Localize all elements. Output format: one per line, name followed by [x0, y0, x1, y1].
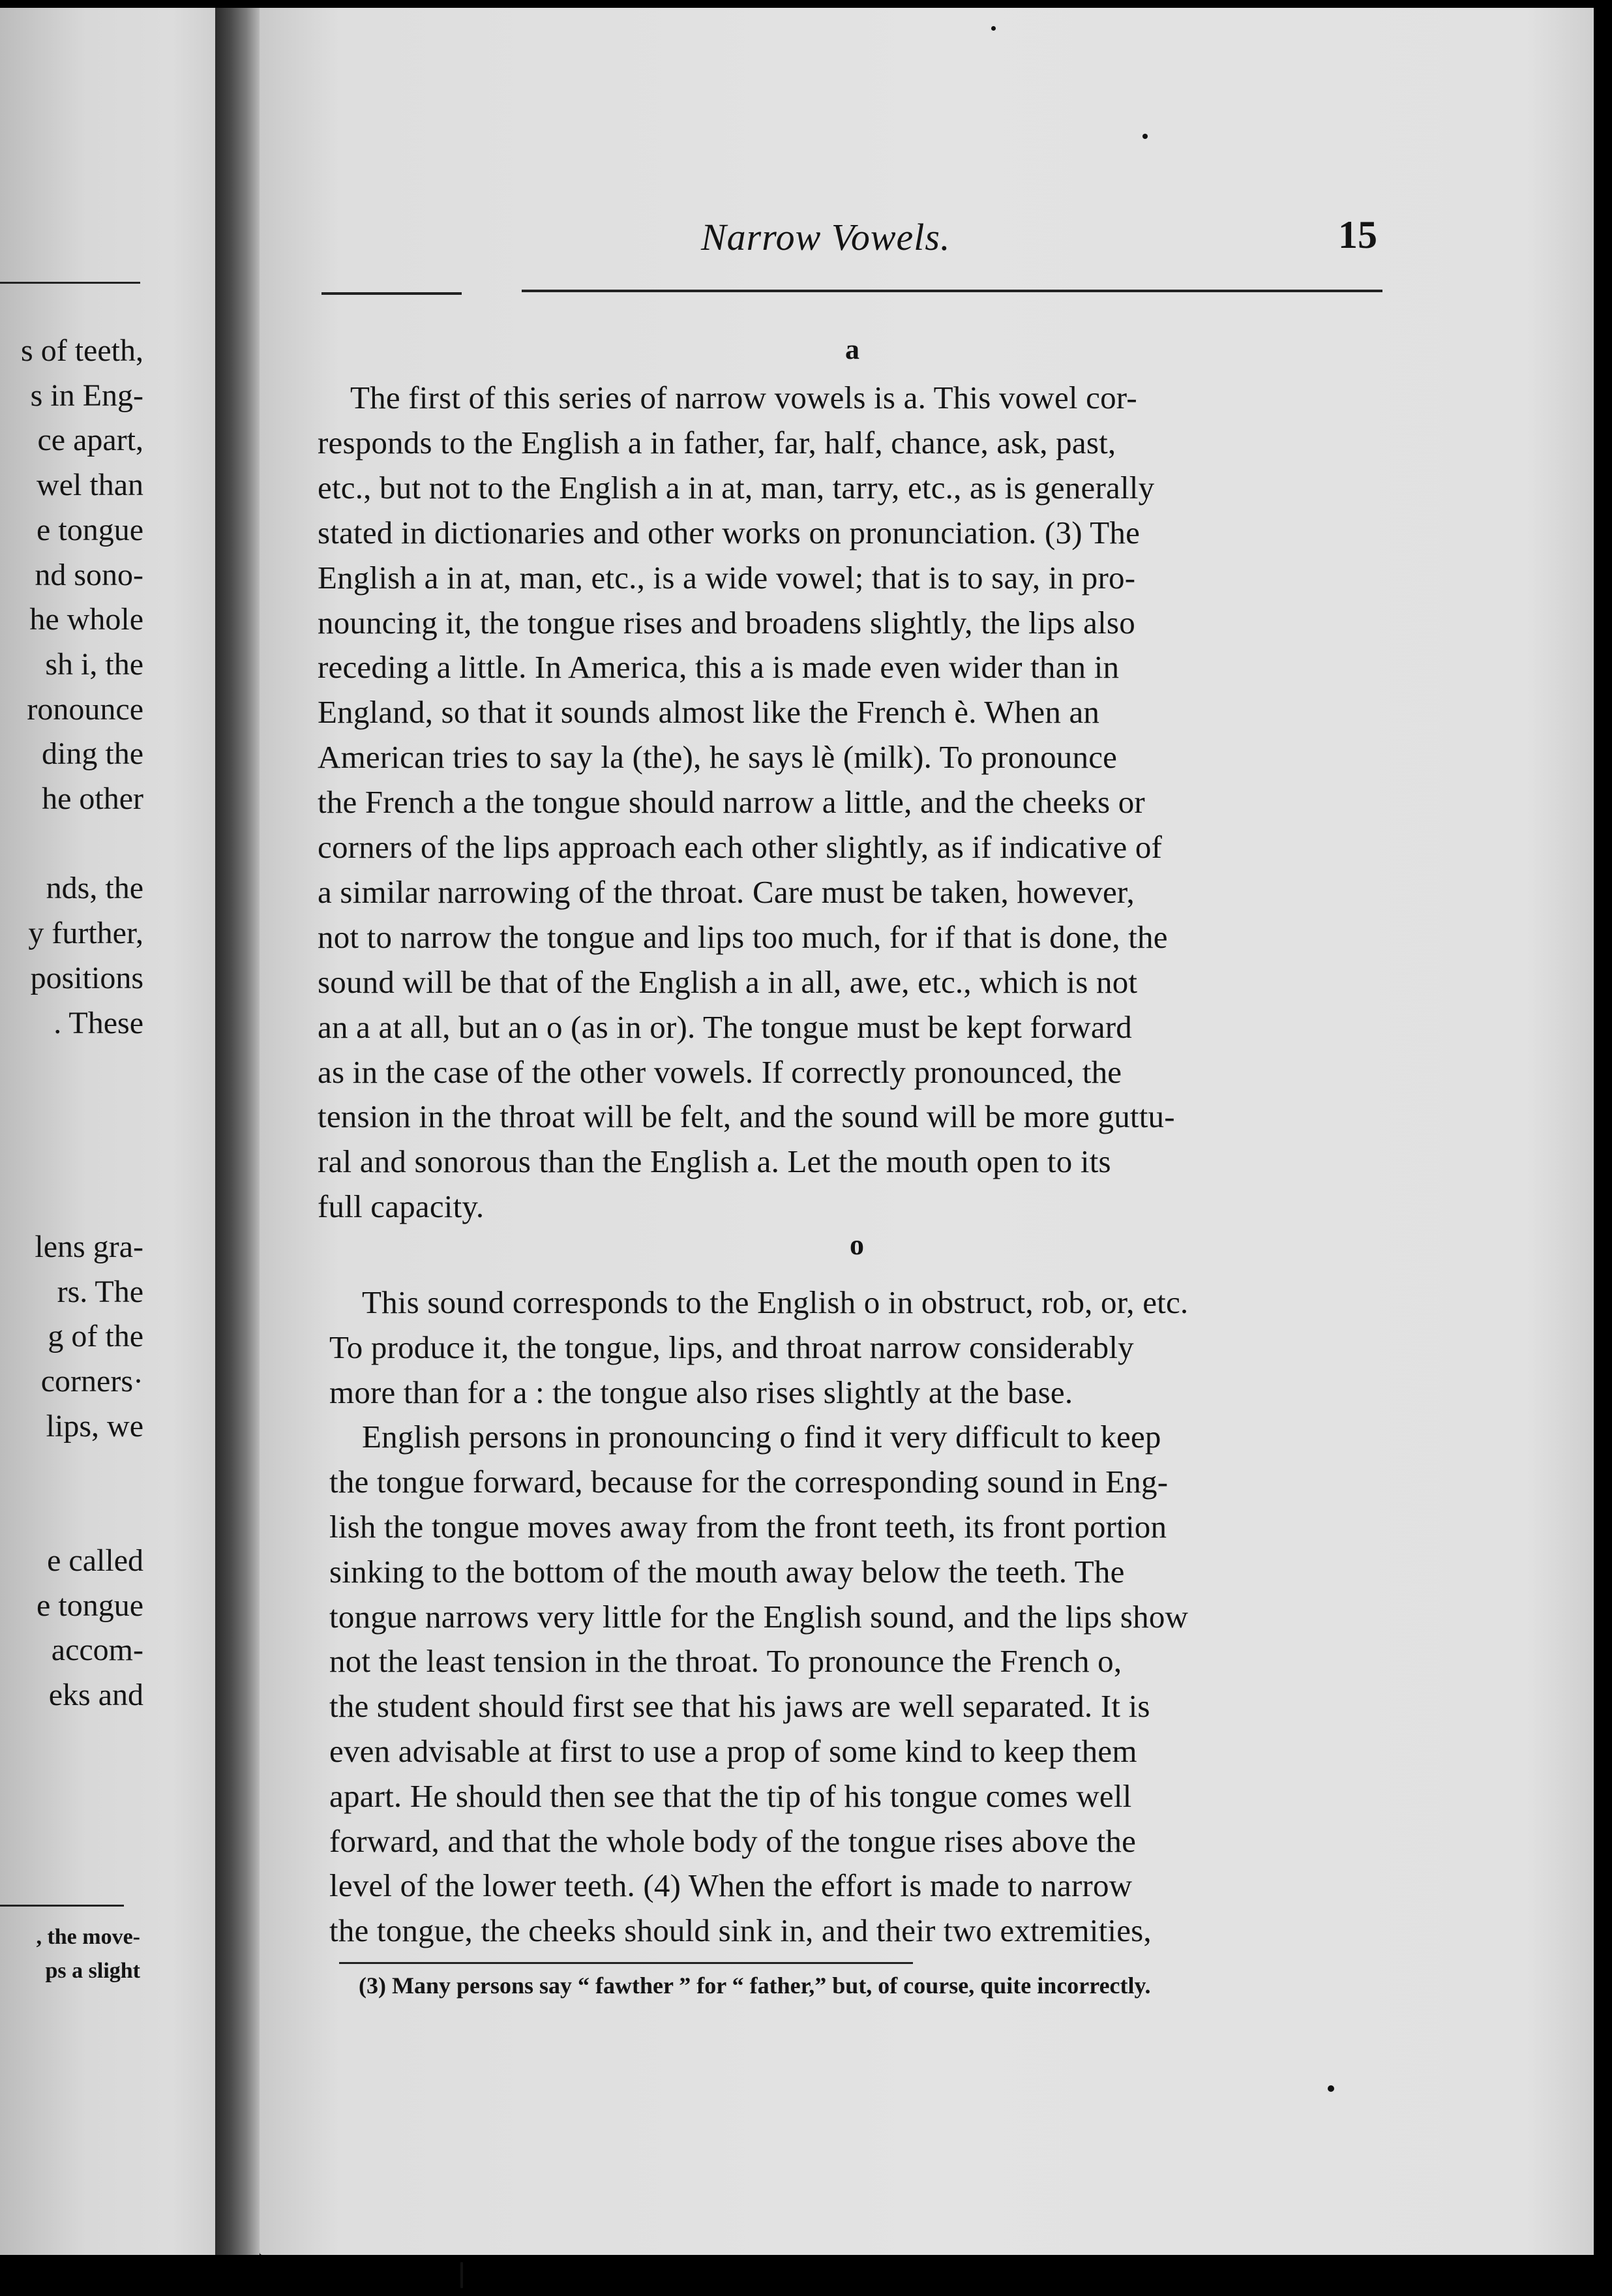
- scan-speck: [1142, 134, 1148, 139]
- text-line: a similar narrowing of the throat. Care must be taken, however,: [318, 873, 1135, 910]
- left-page-line: lens gra-: [35, 1230, 143, 1264]
- text-line: not to narrow the tongue and lips too much, for if that is done, the: [318, 918, 1168, 955]
- text-line: The first of this series of narrow vowels is a. This vowel cor-: [350, 380, 1137, 415]
- scan-speck: [1328, 2085, 1334, 2092]
- text-line: level of the lower teeth. (4) When the effort is made to narrow: [329, 1867, 1133, 1904]
- left-page-line: accom-: [51, 1633, 143, 1668]
- text-line: the tongue, the cheeks should sink in, and their two extremities,: [329, 1912, 1152, 1949]
- text-line: tongue narrows very little for the English sound, and the lips show: [329, 1598, 1189, 1635]
- left-page-line: y further,: [28, 916, 143, 951]
- left-page-line: e tongue: [37, 512, 143, 547]
- footnote-rule: [339, 1962, 913, 1964]
- text-line: even advisable at first to use a prop of some kind to keep them: [329, 1733, 1137, 1769]
- left-page-line: lips, we: [46, 1408, 143, 1443]
- running-head: Narrow Vowels.: [701, 216, 951, 258]
- left-page-line: ce apart,: [37, 423, 143, 458]
- text-line: ral and sonorous than the English a. Let the mouth open to its: [318, 1143, 1111, 1180]
- left-page-line: . These: [53, 1005, 143, 1040]
- text-line: sinking to the bottom of the mouth away below the teeth. The: [329, 1553, 1125, 1590]
- text-line: forward, and that the whole body of the tongue rises above the: [329, 1822, 1137, 1859]
- left-page-footnote-rule: [0, 1905, 124, 1907]
- header-rule-left: [321, 292, 462, 295]
- left-page-footnote-line: , the move-: [36, 1925, 140, 1949]
- text-line: tension in the throat will be felt, and the sound will be more guttu-: [318, 1098, 1175, 1135]
- left-page-line: s of teeth,: [21, 333, 143, 368]
- text-line: American tries to say la (the), he says lè (milk). To pronounce: [318, 739, 1118, 776]
- text-line: full capacity.: [318, 1188, 485, 1225]
- footnote: (3) Many persons say “ fawther ” for “ father,” but, of course, quite incorrectly.: [359, 1972, 1151, 1999]
- text-line: the student should first see that his jaws are well separated. It is: [329, 1688, 1150, 1725]
- text-line: receding a little. In America, this a is made even wider than in: [318, 649, 1120, 686]
- text-line: lish the tongue moves away from the front teeth, its front portion: [329, 1509, 1167, 1545]
- text-line: nouncing it, the tongue rises and broadens slightly, the lips also: [318, 604, 1135, 641]
- left-page-line: positions: [30, 960, 143, 995]
- section-heading-o: o: [850, 1229, 864, 1261]
- left-page-line: g of the: [48, 1319, 143, 1354]
- left-page-line: he whole: [29, 602, 143, 637]
- left-page-line: s in Eng-: [30, 378, 143, 413]
- text-line: not the least tension in the throat. To pronounce the French o,: [329, 1643, 1122, 1680]
- left-page-line: nds, the: [46, 871, 143, 906]
- text-line: the tongue forward, because for the corresponding sound in Eng-: [329, 1464, 1169, 1500]
- text-line: more than for a : the tongue also rises slightly at the base.: [329, 1374, 1073, 1410]
- text-line: corners of the lips approach each other slightly, as if indicative of: [318, 829, 1163, 865]
- left-page-line: sh i, the: [45, 646, 143, 682]
- text-line: This sound corresponds to the English o in obstruct, rob, or, etc.: [362, 1284, 1189, 1320]
- text-line: English persons in pronouncing o find it very difficult to keep: [362, 1419, 1161, 1455]
- text-line: etc., but not to the English a in at, man, tarry, etc., as is generally: [318, 469, 1155, 506]
- text-line: as in the case of the other vowels. If correctly pronounced, the: [318, 1053, 1122, 1090]
- page-number: 15: [1338, 213, 1377, 256]
- left-page-line: ding the: [42, 736, 143, 772]
- left-page-line: e called: [47, 1543, 143, 1578]
- text-line: apart. He should then see that the tip of his tongue comes well: [329, 1777, 1132, 1814]
- text-line: stated in dictionaries and other works on pronunciation. (3) The: [318, 514, 1141, 551]
- text-line: an a at all, but an o (as in or). The tongue must be kept forward: [318, 1008, 1132, 1045]
- text-line: To produce it, the tongue, lips, and throat narrow considerably: [329, 1329, 1134, 1365]
- text-line: responds to the English a in father, far, half, chance, ask, past,: [318, 424, 1116, 461]
- text-line: sound will be that of the English a in all, awe, etc., which is not: [318, 963, 1138, 1000]
- left-page-line: nd sono-: [35, 557, 143, 592]
- left-page-top-rule: [0, 282, 140, 284]
- left-page-line: corners·: [40, 1364, 143, 1399]
- left-page-footnote-line: ps a slight: [45, 1959, 140, 1983]
- header-rule-right: [522, 290, 1382, 292]
- left-page-line: he other: [42, 781, 143, 816]
- scan-speck: [991, 26, 996, 31]
- left-page-line: eks and: [48, 1678, 143, 1712]
- left-page-line: wel than: [37, 468, 143, 503]
- left-page-fragment: [0, 8, 215, 2255]
- section-heading-a: a: [845, 333, 859, 365]
- scan-border: [1594, 0, 1612, 2296]
- book-gutter: [215, 8, 260, 2255]
- text-line: English a in at, man, etc., is a wide vowel; that is to say, in pro-: [318, 559, 1136, 596]
- left-page-line: ronounce: [27, 691, 143, 727]
- left-page-line: e tongue: [37, 1588, 143, 1623]
- text-line: the French a the tongue should narrow a little, and the cheeks or: [318, 784, 1145, 821]
- left-page-line: rs. The: [57, 1274, 143, 1309]
- scan-speck: [460, 2262, 463, 2288]
- text-line: England, so that it sounds almost like the French è. When an: [318, 694, 1100, 731]
